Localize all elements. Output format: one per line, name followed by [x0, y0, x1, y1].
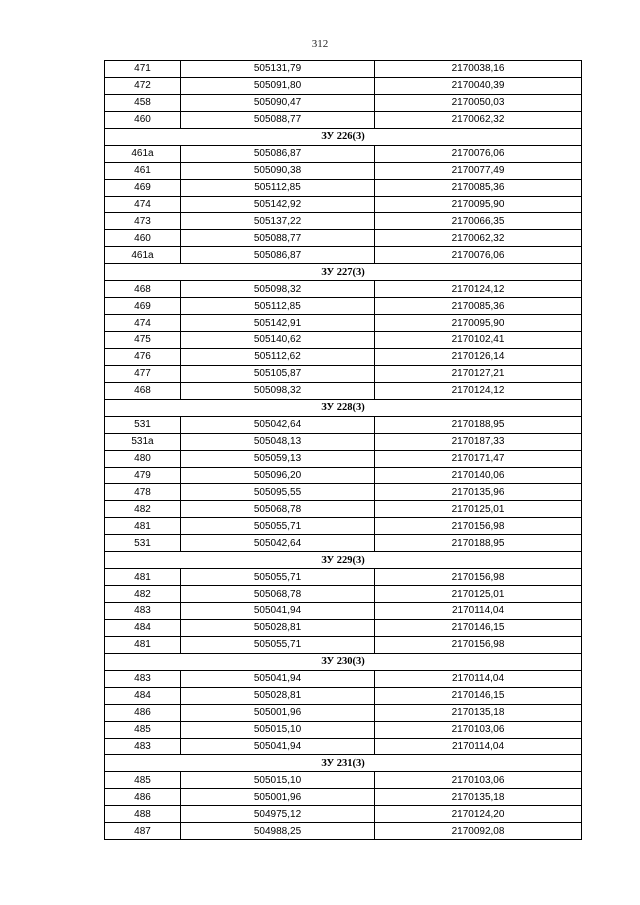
- point-id-cell: 472: [105, 77, 181, 94]
- y-coordinate-cell: 2170127,21: [375, 365, 582, 382]
- table-row: [105, 670, 582, 687]
- point-id-cell: 484: [105, 687, 181, 704]
- y-coordinate-cell: 2170188,95: [375, 535, 582, 552]
- point-id-cell: 461: [105, 162, 181, 179]
- y-coordinate-cell: 2170125,01: [375, 586, 582, 603]
- coordinates-table-body: [105, 61, 582, 840]
- table-row: [105, 179, 582, 196]
- table-row: [105, 704, 582, 721]
- table-row: [105, 484, 582, 501]
- point-id-cell: 483: [105, 603, 181, 620]
- table-row: [105, 450, 582, 467]
- point-id-cell: 483: [105, 670, 181, 687]
- table-row: [105, 433, 582, 450]
- point-id-cell: 480: [105, 450, 181, 467]
- x-coordinate-cell: 505098,32: [181, 382, 375, 399]
- point-id-cell: 468: [105, 382, 181, 399]
- x-coordinate-cell: 505112,85: [181, 179, 375, 196]
- x-coordinate-cell: 505055,71: [181, 518, 375, 535]
- point-id-cell: 468: [105, 281, 181, 298]
- table-row: [105, 111, 582, 128]
- y-coordinate-cell: 2170188,95: [375, 416, 582, 433]
- table-row: [105, 603, 582, 620]
- coordinates-table: [104, 60, 582, 840]
- point-id-cell: 460: [105, 230, 181, 247]
- point-id-cell: 481: [105, 636, 181, 653]
- x-coordinate-cell: 505042,64: [181, 535, 375, 552]
- table-row: [105, 332, 582, 349]
- table-row: [105, 501, 582, 518]
- point-id-cell: 476: [105, 348, 181, 365]
- table-row: [105, 467, 582, 484]
- y-coordinate-cell: 2170114,04: [375, 738, 582, 755]
- y-coordinate-cell: 2170114,04: [375, 603, 582, 620]
- x-coordinate-cell: 505096,20: [181, 467, 375, 484]
- table-row: [105, 772, 582, 789]
- y-coordinate-cell: 2170095,90: [375, 196, 582, 213]
- y-coordinate-cell: 2170050,03: [375, 94, 582, 111]
- y-coordinate-cell: 2170077,49: [375, 162, 582, 179]
- x-coordinate-cell: 505088,77: [181, 230, 375, 247]
- point-id-cell: 488: [105, 806, 181, 823]
- x-coordinate-cell: 505041,94: [181, 603, 375, 620]
- y-coordinate-cell: 2170085,36: [375, 179, 582, 196]
- y-coordinate-cell: 2170187,33: [375, 433, 582, 450]
- table-row: [105, 348, 582, 365]
- table-row: [105, 94, 582, 111]
- point-id-cell: 471: [105, 61, 181, 78]
- x-coordinate-cell: 505068,78: [181, 501, 375, 518]
- x-coordinate-cell: 505015,10: [181, 721, 375, 738]
- table-row: [105, 518, 582, 535]
- section-title: ЗУ 230(3): [105, 653, 582, 670]
- y-coordinate-cell: 2170146,15: [375, 687, 582, 704]
- table-row: [105, 77, 582, 94]
- point-id-cell: 531а: [105, 433, 181, 450]
- x-coordinate-cell: 505140,62: [181, 332, 375, 349]
- point-id-cell: 477: [105, 365, 181, 382]
- table-row: [105, 61, 582, 78]
- y-coordinate-cell: 2170076,06: [375, 247, 582, 264]
- y-coordinate-cell: 2170135,96: [375, 484, 582, 501]
- point-id-cell: 481: [105, 569, 181, 586]
- x-coordinate-cell: 505098,32: [181, 281, 375, 298]
- y-coordinate-cell: 2170076,06: [375, 145, 582, 162]
- point-id-cell: 487: [105, 823, 181, 840]
- x-coordinate-cell: 505048,13: [181, 433, 375, 450]
- x-coordinate-cell: 505042,64: [181, 416, 375, 433]
- point-id-cell: 485: [105, 721, 181, 738]
- table-row: [105, 298, 582, 315]
- table-row: [105, 636, 582, 653]
- point-id-cell: 474: [105, 315, 181, 332]
- y-coordinate-cell: 2170102,41: [375, 332, 582, 349]
- table-row: [105, 586, 582, 603]
- x-coordinate-cell: 505142,91: [181, 315, 375, 332]
- section-title: ЗУ 231(3): [105, 755, 582, 772]
- y-coordinate-cell: 2170135,18: [375, 789, 582, 806]
- x-coordinate-cell: 505131,79: [181, 61, 375, 78]
- x-coordinate-cell: 505112,62: [181, 348, 375, 365]
- section-header-row: [105, 653, 582, 670]
- x-coordinate-cell: 505086,87: [181, 145, 375, 162]
- point-id-cell: 531: [105, 535, 181, 552]
- y-coordinate-cell: 2170103,06: [375, 772, 582, 789]
- point-id-cell: 461а: [105, 247, 181, 264]
- point-id-cell: 458: [105, 94, 181, 111]
- table-row: [105, 382, 582, 399]
- table-row: [105, 213, 582, 230]
- x-coordinate-cell: 505055,71: [181, 569, 375, 586]
- point-id-cell: 478: [105, 484, 181, 501]
- point-id-cell: 469: [105, 179, 181, 196]
- y-coordinate-cell: 2170126,14: [375, 348, 582, 365]
- point-id-cell: 475: [105, 332, 181, 349]
- point-id-cell: 469: [105, 298, 181, 315]
- table-row: [105, 823, 582, 840]
- table-row: [105, 196, 582, 213]
- point-id-cell: 473: [105, 213, 181, 230]
- table-row: [105, 535, 582, 552]
- table-row: [105, 738, 582, 755]
- y-coordinate-cell: 2170062,32: [375, 230, 582, 247]
- point-id-cell: 486: [105, 789, 181, 806]
- section-title: ЗУ 227(3): [105, 264, 582, 281]
- table-row: [105, 365, 582, 382]
- table-row: [105, 789, 582, 806]
- section-header-row: [105, 128, 582, 145]
- section-title: ЗУ 226(3): [105, 128, 582, 145]
- x-coordinate-cell: 505028,81: [181, 687, 375, 704]
- x-coordinate-cell: 505112,85: [181, 298, 375, 315]
- point-id-cell: 479: [105, 467, 181, 484]
- table-row: [105, 162, 582, 179]
- point-id-cell: 482: [105, 586, 181, 603]
- x-coordinate-cell: 505088,77: [181, 111, 375, 128]
- section-title: ЗУ 229(3): [105, 552, 582, 569]
- x-coordinate-cell: 504975,12: [181, 806, 375, 823]
- y-coordinate-cell: 2170171,47: [375, 450, 582, 467]
- y-coordinate-cell: 2170103,06: [375, 721, 582, 738]
- section-header-row: [105, 552, 582, 569]
- x-coordinate-cell: 505059,13: [181, 450, 375, 467]
- x-coordinate-cell: 505137,22: [181, 213, 375, 230]
- page-number: 312: [311, 38, 329, 50]
- table-row: [105, 569, 582, 586]
- x-coordinate-cell: 505028,81: [181, 619, 375, 636]
- y-coordinate-cell: 2170066,35: [375, 213, 582, 230]
- point-id-cell: 461а: [105, 145, 181, 162]
- x-coordinate-cell: 505090,38: [181, 162, 375, 179]
- x-coordinate-cell: 505041,94: [181, 738, 375, 755]
- section-header-row: [105, 399, 582, 416]
- table-row: [105, 230, 582, 247]
- y-coordinate-cell: 2170092,08: [375, 823, 582, 840]
- x-coordinate-cell: 505105,87: [181, 365, 375, 382]
- y-coordinate-cell: 2170124,12: [375, 382, 582, 399]
- point-id-cell: 481: [105, 518, 181, 535]
- table-row: [105, 281, 582, 298]
- point-id-cell: 460: [105, 111, 181, 128]
- x-coordinate-cell: 504988,25: [181, 823, 375, 840]
- y-coordinate-cell: 2170146,15: [375, 619, 582, 636]
- section-header-row: [105, 755, 582, 772]
- x-coordinate-cell: 505095,55: [181, 484, 375, 501]
- point-id-cell: 474: [105, 196, 181, 213]
- y-coordinate-cell: 2170040,39: [375, 77, 582, 94]
- x-coordinate-cell: 505001,96: [181, 704, 375, 721]
- table-row: [105, 315, 582, 332]
- point-id-cell: 483: [105, 738, 181, 755]
- x-coordinate-cell: 505015,10: [181, 772, 375, 789]
- y-coordinate-cell: 2170156,98: [375, 636, 582, 653]
- x-coordinate-cell: 505086,87: [181, 247, 375, 264]
- point-id-cell: 484: [105, 619, 181, 636]
- y-coordinate-cell: 2170156,98: [375, 569, 582, 586]
- y-coordinate-cell: 2170114,04: [375, 670, 582, 687]
- table-row: [105, 721, 582, 738]
- table-row: [105, 687, 582, 704]
- section-title: ЗУ 228(3): [105, 399, 582, 416]
- x-coordinate-cell: 505041,94: [181, 670, 375, 687]
- y-coordinate-cell: 2170156,98: [375, 518, 582, 535]
- x-coordinate-cell: 505068,78: [181, 586, 375, 603]
- y-coordinate-cell: 2170085,36: [375, 298, 582, 315]
- y-coordinate-cell: 2170062,32: [375, 111, 582, 128]
- point-id-cell: 531: [105, 416, 181, 433]
- table-row: [105, 247, 582, 264]
- table-row: [105, 806, 582, 823]
- y-coordinate-cell: 2170125,01: [375, 501, 582, 518]
- x-coordinate-cell: 505091,80: [181, 77, 375, 94]
- table-row: [105, 145, 582, 162]
- x-coordinate-cell: 505001,96: [181, 789, 375, 806]
- y-coordinate-cell: 2170095,90: [375, 315, 582, 332]
- point-id-cell: 485: [105, 772, 181, 789]
- y-coordinate-cell: 2170038,16: [375, 61, 582, 78]
- y-coordinate-cell: 2170135,18: [375, 704, 582, 721]
- x-coordinate-cell: 505090,47: [181, 94, 375, 111]
- x-coordinate-cell: 505142,92: [181, 196, 375, 213]
- y-coordinate-cell: 2170124,12: [375, 281, 582, 298]
- point-id-cell: 486: [105, 704, 181, 721]
- point-id-cell: 482: [105, 501, 181, 518]
- y-coordinate-cell: 2170124,20: [375, 806, 582, 823]
- x-coordinate-cell: 505055,71: [181, 636, 375, 653]
- table-row: [105, 619, 582, 636]
- y-coordinate-cell: 2170140,06: [375, 467, 582, 484]
- section-header-row: [105, 264, 582, 281]
- table-row: [105, 416, 582, 433]
